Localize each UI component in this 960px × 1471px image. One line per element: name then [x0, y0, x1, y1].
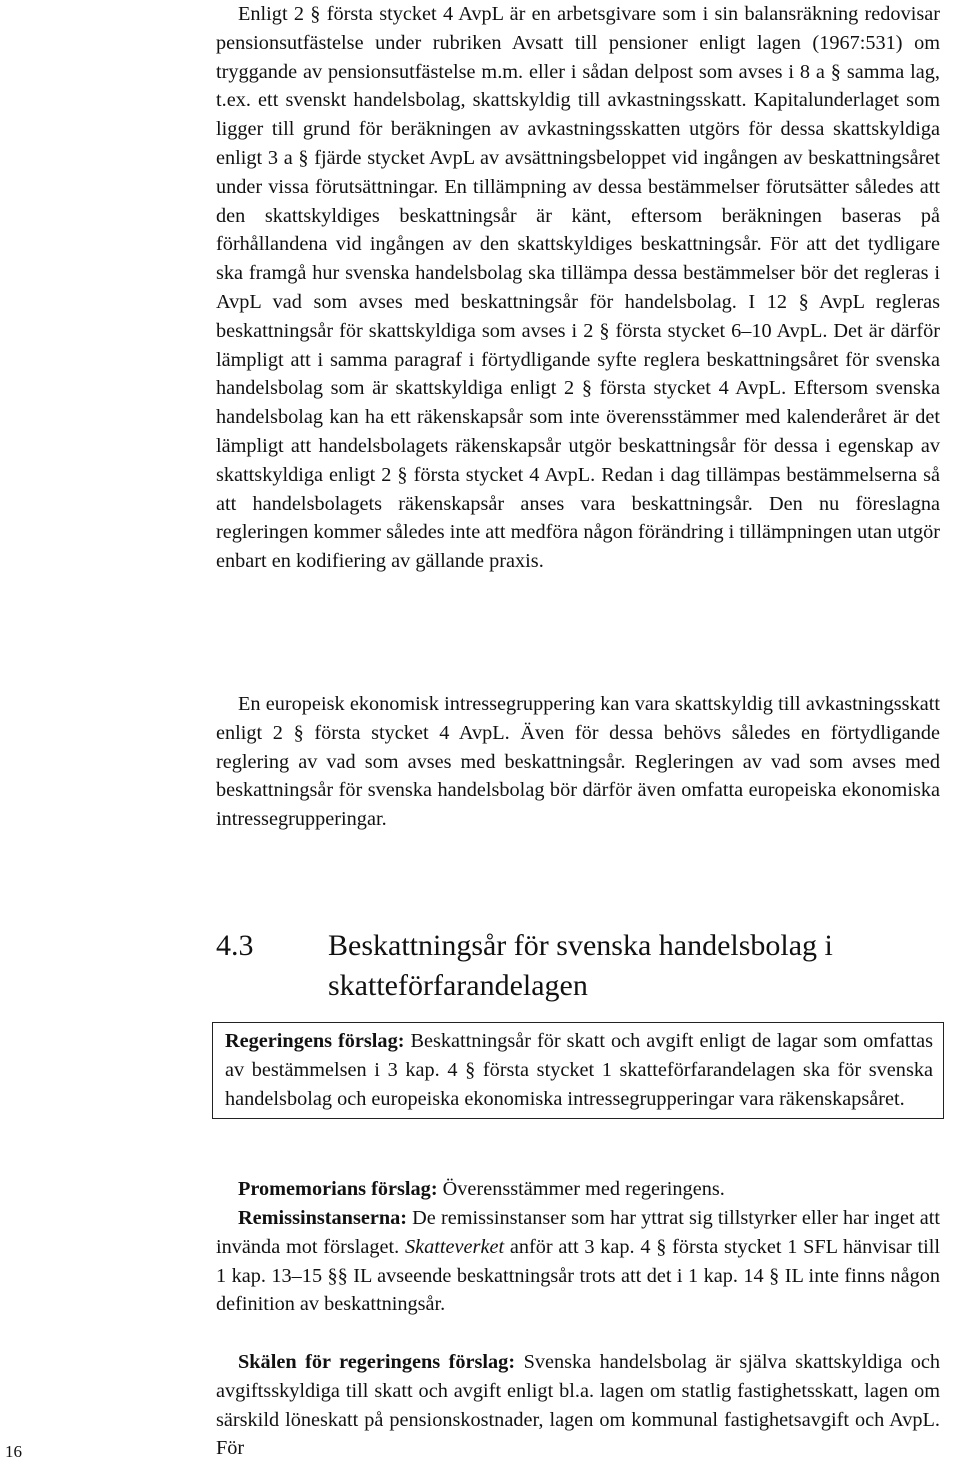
remiss-paragraph — [216, 1204, 940, 1319]
section-heading — [216, 926, 940, 1006]
proposal-label: Regeringens förslag: — [225, 1030, 405, 1052]
promemoria-paragraph — [216, 1175, 940, 1204]
government-proposal-box — [212, 1022, 944, 1119]
reasons-label: Skälen för regeringens förslag: — [238, 1351, 516, 1373]
skatteverket-name: Skatteverket — [405, 1235, 505, 1258]
remiss-text: De remissinstanser som har yttrat sig tillstyrker eller har inget att invända mot förslaget. — [216, 1207, 940, 1258]
remiss-text-continued: anför att 3 kap. 4 § första stycket 1 SFL hänvisar till 1 kap. 13–15 §§ IL avseende beskattningsår trots att det i 1 kap. 14 § IL inte finns någon definition av beskattningsår. — [216, 1235, 940, 1316]
proposal-paragraph — [225, 1027, 933, 1113]
proposal-text: Beskattningsår för skatt och avgift enligt de lagar som omfattas av bestämmelsen i 3 kap. 4 § första stycket 1 skatteförfarandelagen ska för svenska handelsbolag och europeiska ekonomiska intressegrupperingar vara räkenskapsåret. — [225, 1030, 933, 1110]
body-paragraph: En europeisk ekonomisk intressegruppering kan vara skattskyldig till avkastningsskatt enligt 2 § första stycket 4 AvpL. Även för dessa behövs således en förtydligande reglering av vad som avses med beskattningsår. Regleringen av vad som avses med beskattningsår för svenska handelsbolag bör därför även omfatta europeiska ekonomiska intressegrupperingar. — [216, 693, 940, 831]
body-paragraph: Enligt 2 § första stycket 4 AvpL är en arbetsgivare som i sin balansräkning redovisar pensionsutfästelse under rubriken Avsatt till pensioner enligt lagen (1967:531) om tryggande av pensionsutfästelse m.m. eller i sådan delpost som avses i 8 a § samma lag, t.ex. ett svenskt handelsbolag, skattskyldig till avkastningsskatt. Kapitalunderlaget som ligger till grund för beräkningen av avkastningsskatten utgörs för dessa skattskyldiga enligt 3 a § fjärde stycket AvpL av avsättningsbeloppet vid ingången av beskattningsåret under vissa förutsättningar. En tillämpning av dessa bestämmelser förutsätter således att den skattskyldiges beskattningsår är känt, eftersom beräkningen baseras på förhållandena vid ingången av den skattskyldiges beskattningsår. För att det tydligare ska framgå hur svenska handelsbolag ska tillämpa dessa bestämmelser bör det regleras i AvpL vad som avses med beskattningsår för handelsbolag. I 12 § AvpL regleras beskattningsår för skattskyldiga som avses i 2 § första stycket 6–10 AvpL. Det är därför lämpligt att i samma paragraf i förtydligande syfte reglera beskattningsåret för svenska handelsbolag som är skattskyldiga enligt 2 § första stycket 4 AvpL. Eftersom svenska handelsbolag kan ha ett räkenskapsår som inte överensstämmer med kalenderåret är det lämpligt att handelsbolagets räkenskapsår utgör beskattningsår för dessa i egenskap av skattskyldiga enligt 2 § första stycket 4 AvpL. Redan i dag tillämpas bestämmelserna så att handelsbolagets räkenskapsår anses vara beskattningsår. Den nu föreslagna regleringen kommer således inte att medföra någon förändring i tillämpningen utan utgör enbart en kodifiering av gällande praxis. — [216, 3, 940, 573]
section-number: 4.3 — [216, 929, 254, 962]
promemoria-label: Promemorians förslag: — [238, 1178, 438, 1200]
reasons-text: Svenska handelsbolag är själva skattskyldiga och avgiftsskyldiga till skatt och avgift enligt bl.a. lagen om statlig fastighetsskatt, lagen om särskild löneskatt på pensionskostnader, lagen om kommunal fastighetsavgift och AvpL. För — [216, 1351, 940, 1460]
remiss-label: Remissinstanserna: — [238, 1207, 408, 1229]
section-title: Beskattningsår för svenska handelsbolag i skatteförfarandelagen — [328, 929, 833, 1002]
reasons-paragraph — [216, 1348, 940, 1463]
page-number: 16 — [5, 1442, 22, 1461]
promemoria-text: Överensstämmer med regeringens. — [437, 1178, 725, 1200]
